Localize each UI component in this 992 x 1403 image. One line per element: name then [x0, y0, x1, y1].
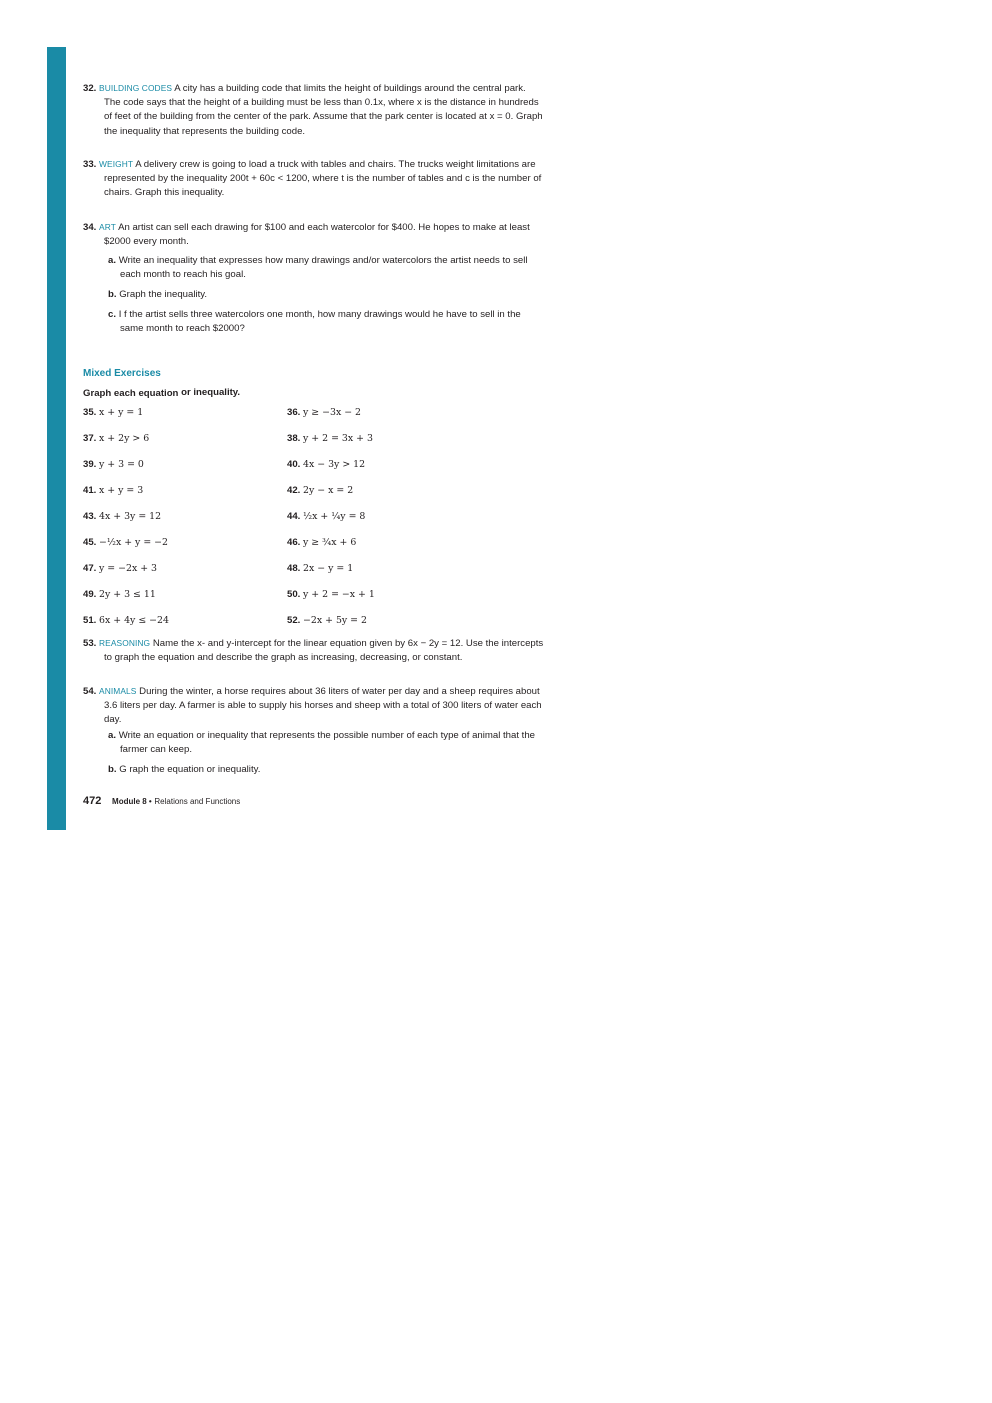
exercise-equation: y = −2x + 3	[99, 563, 158, 574]
exercise-equation: y + 3 = 0	[99, 459, 144, 470]
part-label: b.	[108, 289, 117, 300]
exercise-40	[287, 458, 365, 472]
exercise-50	[287, 588, 375, 602]
module-title: Relations and Functions	[154, 797, 241, 806]
exercise-number: 35.	[83, 407, 97, 418]
module-label: Module 8 •	[112, 797, 152, 806]
exercise-49	[83, 588, 156, 602]
instruction	[83, 387, 240, 401]
problem-number: 32.	[83, 83, 97, 94]
part-text: Write an inequality that expresses how many drawings and/or watercolors the artist needs to sell each month to reach his goal.	[118, 255, 528, 281]
exercise-number: 42.	[287, 485, 301, 496]
problem-text: Name the x- and y-intercept for the linear equation given by 6x − 2y = 12. Use the intercepts to graph the equation and describe the graph as increasing, decreasing, or constant.	[104, 638, 544, 664]
exercise-47	[83, 562, 157, 576]
problem-text: An artist can sell each drawing for $100 and each watercolor for $400. He hopes to make at least $2000 every month.	[104, 222, 530, 248]
exercise-equation: 2x − y = 1	[303, 563, 354, 574]
exercise-equation: ½x + ¼y = 8	[303, 511, 366, 522]
exercise-number: 47.	[83, 563, 97, 574]
exercise-equation: y + 2 = 3x + 3	[303, 433, 373, 444]
problem-tag: REASONING	[99, 638, 151, 648]
exercise-number: 36.	[287, 407, 301, 418]
instruction-part-a: Graph each equation	[83, 388, 179, 399]
exercise-equation: x + y = 1	[99, 407, 144, 418]
exercise-number: 39.	[83, 459, 97, 470]
problem-tag: ART	[99, 222, 116, 232]
exercise-equation: 2y + 3 ≤ 11	[99, 589, 156, 600]
exercise-42	[287, 484, 353, 498]
part-text: I f the artist sells three watercolors one month, how many drawings would he have to sell in the same month to reach $2000?	[118, 309, 521, 335]
problem-text: During the winter, a horse requires about 36 liters of water per day and a sheep requires about 3.6 liters per day. A farmer is able to supply his horses and sheep with a total of 300 liters of water each day.	[104, 686, 542, 726]
exercise-number: 38.	[287, 433, 301, 444]
exercise-number: 48.	[287, 563, 301, 574]
page-footer	[83, 794, 240, 809]
problem-number: 53.	[83, 638, 97, 649]
instruction-part-b: or inequality.	[181, 387, 241, 398]
problem-32	[83, 81, 544, 139]
exercise-39	[83, 458, 144, 472]
exercise-35	[83, 406, 143, 420]
exercise-number: 51.	[83, 615, 97, 626]
exercise-number: 46.	[287, 537, 301, 548]
part-label: b.	[108, 764, 117, 775]
exercise-number: 44.	[287, 511, 301, 522]
exercise-37	[83, 432, 149, 446]
part-text: G raph the equation or inequality.	[119, 764, 261, 775]
exercise-48	[287, 562, 353, 576]
problem-34	[83, 220, 544, 249]
exercise-equation: 6x + 4y ≤ −24	[99, 615, 169, 626]
exercise-equation: 4x − 3y > 12	[303, 459, 366, 470]
exercise-number: 41.	[83, 485, 97, 496]
exercise-equation: y ≥ −3x − 2	[303, 407, 362, 418]
problem-tag: BUILDING CODES	[99, 83, 173, 93]
exercise-number: 43.	[83, 511, 97, 522]
side-accent-bar	[47, 47, 66, 830]
exercise-equation: −2x + 5y = 2	[303, 615, 367, 626]
section-heading: Mixed Exercises	[83, 368, 161, 379]
exercise-number: 45.	[83, 537, 97, 548]
exercise-41	[83, 484, 143, 498]
exercise-equation: y + 2 = −x + 1	[303, 589, 375, 600]
problem-34-part-b	[104, 288, 540, 302]
page-number: 472	[83, 795, 102, 807]
exercise-38	[287, 432, 373, 446]
exercise-equation: −½x + y = −2	[99, 537, 168, 548]
exercise-number: 50.	[287, 589, 301, 600]
exercise-46	[287, 536, 356, 550]
exercise-51	[83, 614, 169, 628]
part-label: a.	[108, 255, 117, 266]
exercise-number: 52.	[287, 615, 301, 626]
part-text: Graph the inequality.	[119, 289, 208, 300]
problem-number: 34.	[83, 222, 97, 233]
problem-number: 54.	[83, 686, 97, 697]
exercise-equation: 4x + 3y = 12	[99, 511, 162, 522]
part-label: a.	[108, 730, 117, 741]
exercise-equation: x + 2y > 6	[99, 433, 150, 444]
exercise-36	[287, 406, 361, 420]
problem-text: A city has a building code that limits the height of buildings around the central park. The code says that the height of a building must be less than 0.1x, where x is the distance in hundreds of feet of the building from the center of the park. Assume that the park center is located at x = 0. Graph the inequality that represents the building code.	[104, 83, 543, 137]
problem-text: A delivery crew is going to load a truck with tables and chairs. The trucks weight limitations are represented by the inequality 200t + 60c < 1200, where t is the number of tables and c is the number of chairs. Graph this inequality.	[104, 159, 542, 199]
exercise-equation: x + y = 3	[99, 485, 144, 496]
problem-34-part-a	[104, 254, 540, 282]
exercise-44	[287, 510, 365, 524]
problem-54-part-a	[104, 729, 540, 757]
problem-54-part-b	[104, 763, 540, 777]
exercise-number: 37.	[83, 433, 97, 444]
problem-number: 33.	[83, 159, 97, 170]
part-text: Write an equation or inequality that represents the possible number of each type of animal that the farmer can keep.	[118, 730, 536, 756]
problem-54	[83, 684, 544, 728]
problem-tag: WEIGHT	[99, 159, 134, 169]
exercise-45	[83, 536, 168, 550]
problem-tag: ANIMALS	[99, 686, 137, 696]
problem-53	[83, 636, 544, 665]
exercise-43	[83, 510, 161, 524]
exercise-52	[287, 614, 367, 628]
problem-34-part-c	[104, 308, 540, 336]
exercise-number: 49.	[83, 589, 97, 600]
exercise-equation: 2y − x = 2	[303, 485, 354, 496]
exercise-number: 40.	[287, 459, 301, 470]
problem-33	[83, 157, 544, 201]
part-label: c.	[108, 309, 117, 320]
exercise-equation: y ≥ ¾x + 6	[303, 537, 357, 548]
